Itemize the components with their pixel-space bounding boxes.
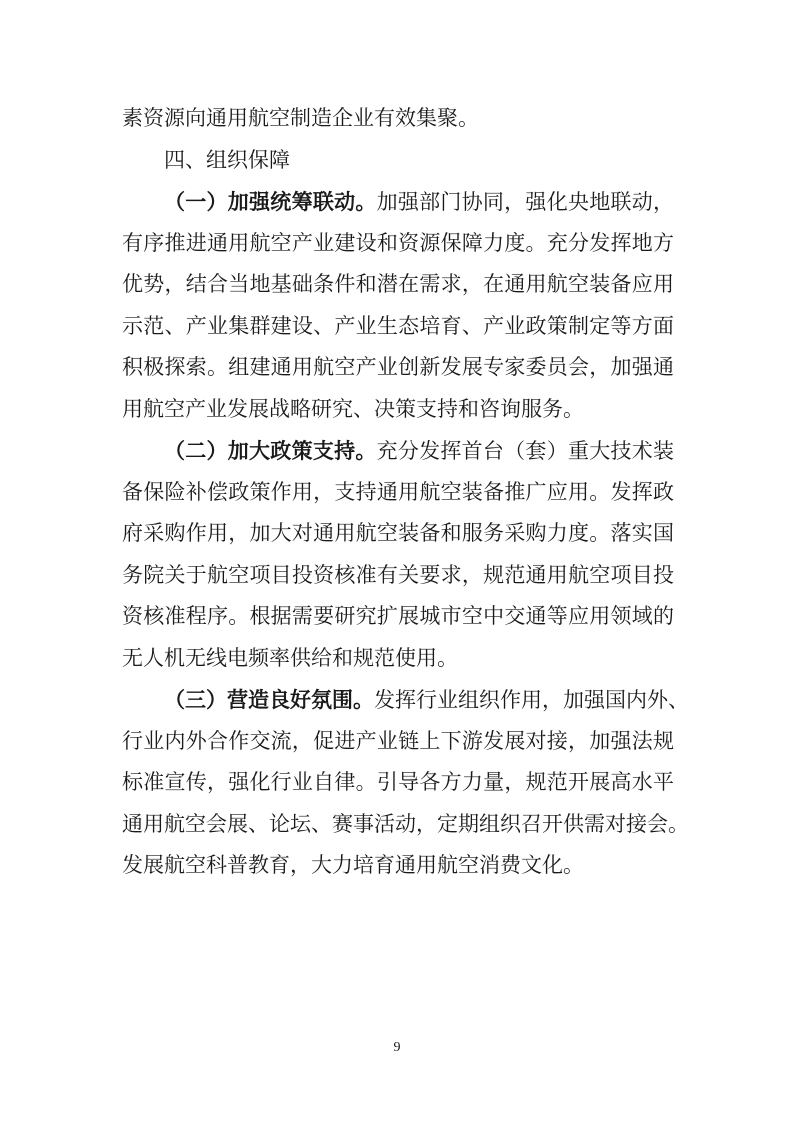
paragraph-3-line-1: 发挥行业组织作用，加强国内外、 [374,688,689,712]
paragraph-1-line-6: 用航空产业发展战略研究、决策支持和咨询服务。 [122,396,584,421]
paragraph-3-lead: （三）营造良好氛围。 [164,687,374,712]
paragraph-1-first-line [122,181,674,223]
paragraph-2-line-2: 备保险补偿政策作用，支持通用航空装备推广应用。发挥政 [122,479,674,504]
paragraph-2-line-3: 府采购作用，加大对通用航空装备和服务采购力度。落实国 [122,521,674,545]
paragraph-3-line-5: 发展航空科普教育，大力培育通用航空消费文化。 [122,853,584,877]
page-number: 9 [393,1040,401,1055]
paragraph-2-line-5: 资核准程序。根据需要研究扩展城市空中交通等应用领域的 [122,604,674,628]
paragraph-1-line-4: 示范、产业集群建设、产业生态培育、产业政策制定等方面 [122,313,674,338]
paragraph-2-first-line [122,430,674,472]
paragraph-1-line-1: 加强部门协同，强化央地联动， [376,190,674,214]
paragraph-1-line-5: 积极探索。组建通用航空产业创新发展专家委员会，加强通 [122,355,674,379]
paragraph-3-first-line [122,679,689,721]
document-body [122,98,689,887]
paragraph-2-line-1: 充分发挥首台（套）重大技术装 [376,439,674,463]
paragraph-2-line-6: 无人机无线电频率供给和规范使用。 [122,645,458,670]
paragraph-3-line-3: 标准宣传，强化行业自律。引导各方力量，规范开展高水平 [122,770,674,794]
continuation-line: 素资源向通用航空制造企业有效集聚。 [122,106,479,130]
paragraph-1-line-2: 有序推进通用航空产业建设和资源保障力度。充分发挥地方 [122,230,674,255]
paragraph-1-line-3: 优势，结合当地基础条件和潜在需求，在通用航空装备应用 [122,272,674,296]
section-heading: 四、组织保障 [164,147,290,172]
paragraph-1-lead: （一）加强统筹联动。 [164,189,377,214]
paragraph-3-line-4: 通用航空会展、论坛、赛事活动，定期组织召开供需对接会。 [122,811,689,836]
paragraph-2-line-4: 务院关于航空项目投资核准有关要求，规范通用航空项目投 [122,562,674,587]
paragraph-3-line-2: 行业内外合作交流，促进产业链上下游发展对接，加强法规 [122,728,674,753]
paragraph-2-lead: （二）加大政策支持。 [164,438,377,463]
